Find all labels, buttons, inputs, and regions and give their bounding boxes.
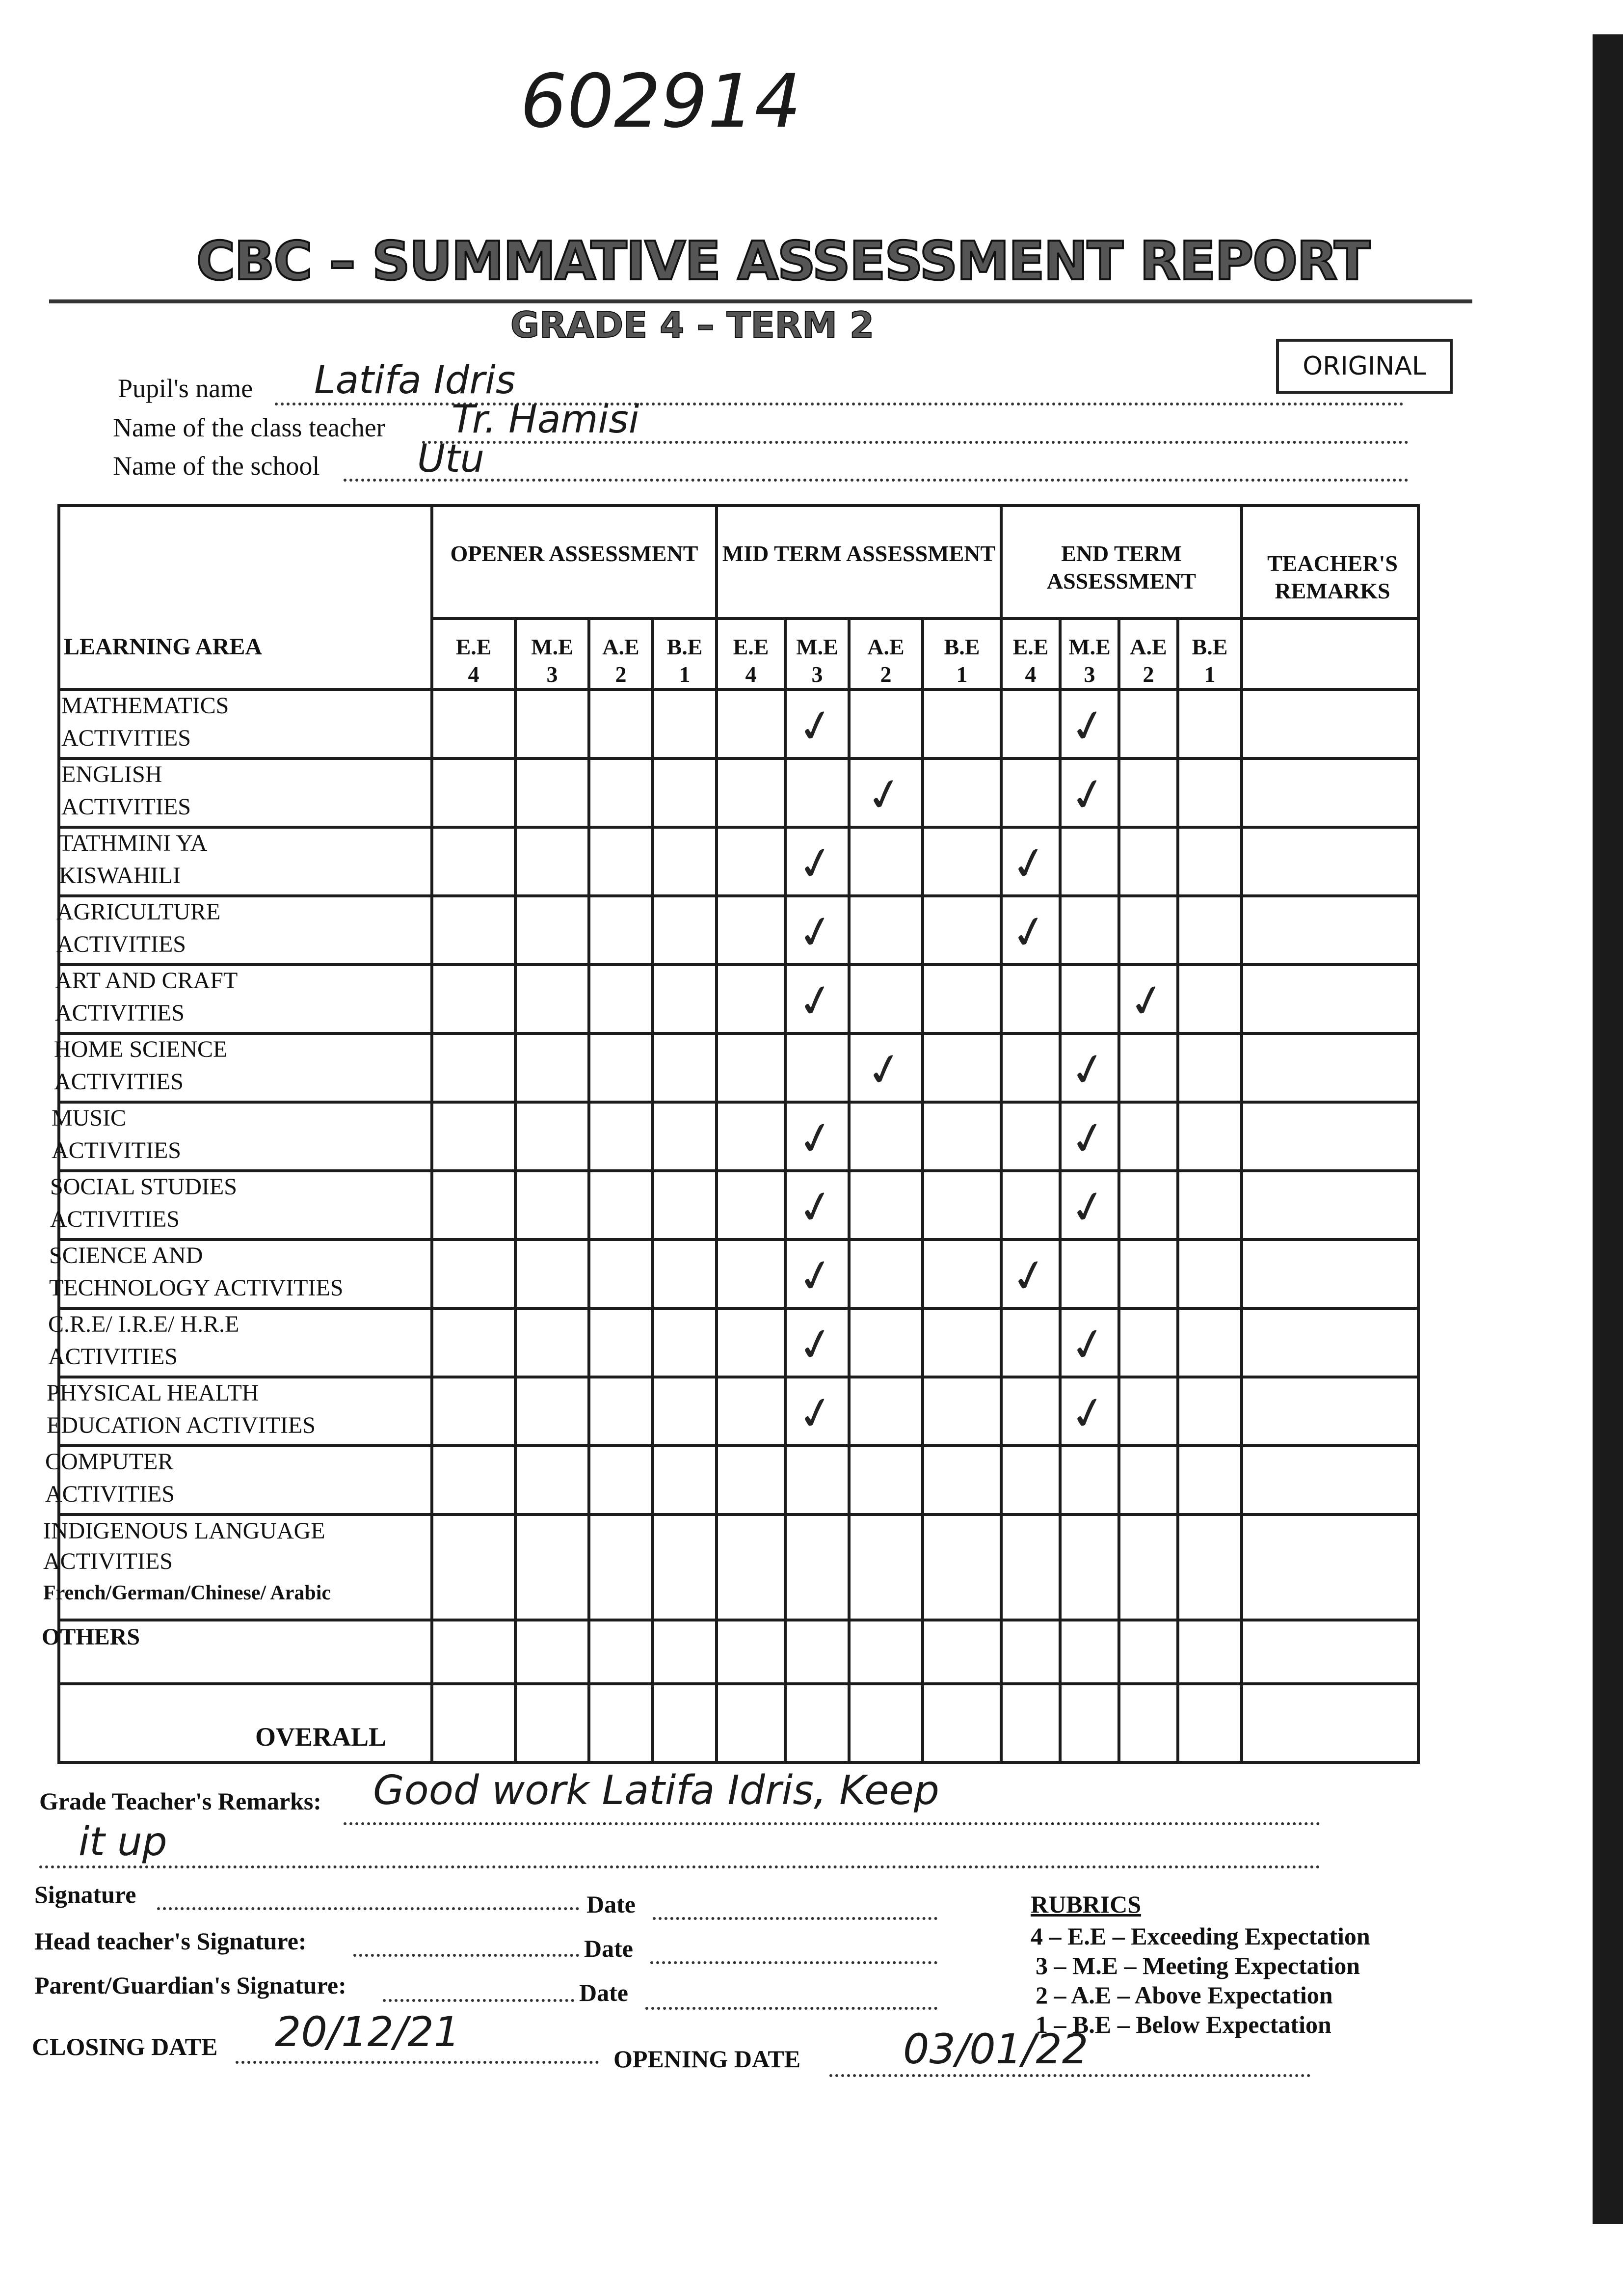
report-title: CBC – SUMMATIVE ASSESSMENT REPORT	[196, 231, 1370, 292]
row-label-music: MUSIC ACTIVITIES	[52, 1105, 181, 1163]
opener-ae-header: A.E 2	[602, 634, 639, 687]
tick-mid-row-7: ✓	[792, 1178, 840, 1237]
class-teacher-label: Name of the class teacher	[113, 413, 385, 442]
parent-date-line	[645, 2007, 937, 2010]
overall-label: OVERALL	[255, 1722, 387, 1752]
signature-line	[157, 1907, 579, 1910]
opener-ee-header: E.E 4	[455, 634, 492, 687]
opening-date-label: OPENING DATE	[613, 2045, 801, 2073]
end-ae-header: A.E 2	[1130, 634, 1167, 687]
opening-date-value: 03/01/22	[903, 2025, 1089, 2073]
tick-end-row-10: ✓	[1064, 1384, 1112, 1443]
head-teacher-signature-label: Head teacher's Signature:	[34, 1927, 307, 1955]
row-label-kiswahili: TATHMINI YA KISWAHILI	[59, 830, 208, 889]
row-label-art-and-craft: ART AND CRAFT ACTIVITIES	[55, 968, 238, 1026]
row-label-computer: COMPUTER ACTIVITIES	[45, 1449, 175, 1507]
row-label-social-studies: SOCIAL STUDIES ACTIVITIES	[50, 1174, 237, 1232]
grade-teacher-remarks-value-1: Good work Latifa Idris, Keep	[373, 1767, 939, 1814]
closing-date-label: CLOSING DATE	[32, 2033, 218, 2060]
original-stamp: ORIGINAL	[1276, 339, 1453, 394]
row-label-agriculture: AGRICULTURE ACTIVITIES	[56, 899, 221, 957]
head-teacher-date-label: Date	[584, 1935, 633, 1962]
parent-signature-line	[383, 1999, 574, 2002]
tick-end-row-9: ✓	[1064, 1316, 1112, 1374]
grade-teacher-remarks-value-2: it up	[79, 1819, 167, 1864]
pupil-name-label: Pupil's name	[118, 374, 253, 403]
end-term-assessment-header: END TERM ASSESSMENT	[1046, 541, 1197, 594]
tick-mid-row-10: ✓	[792, 1384, 840, 1443]
mid-be-header: B.E 1	[944, 634, 980, 687]
remarks-line-2	[39, 1865, 1320, 1868]
signature-date-line	[653, 1917, 937, 1920]
tick-end-row-1: ✓	[1064, 766, 1112, 824]
tick-mid-row-1: ✓	[861, 766, 908, 824]
row-label-indigenous-language: INDIGENOUS LANGUAGE ACTIVITIES French/German/Chinese/ Arabic	[43, 1518, 331, 1604]
row-label-religious-education: C.R.E/ I.R.E/ H.R.E ACTIVITIES	[48, 1311, 239, 1370]
class-teacher-value: Tr. Hamisi	[452, 398, 639, 442]
tick-mid-row-6: ✓	[792, 1109, 840, 1168]
mid-ae-header: A.E 2	[867, 634, 905, 687]
tick-end-row-6: ✓	[1064, 1109, 1112, 1168]
rubrics-title: RUBRICS	[1031, 1891, 1142, 1918]
tick-mid-row-5: ✓	[861, 1041, 908, 1099]
row-label-others: OTHERS	[42, 1624, 140, 1650]
tick-mid-row-4: ✓	[792, 972, 840, 1030]
opener-me-header: M.E 3	[531, 634, 573, 687]
head-teacher-signature-line	[353, 1954, 579, 1957]
opener-assessment-header: OPENER ASSESSMENT	[450, 541, 698, 566]
rubric-above: 2 – A.E – Above Expectation	[1036, 1981, 1333, 2009]
grade-teacher-remarks-label: Grade Teacher's Remarks:	[39, 1787, 321, 1815]
school-label: Name of the school	[113, 451, 320, 481]
learning-area-header: LEARNING AREA	[64, 634, 263, 660]
row-label-physical-health: PHYSICAL HEALTH EDUCATION ACTIVITIES	[47, 1380, 316, 1438]
parent-signature-label: Parent/Guardian's Signature:	[34, 1972, 346, 1999]
mid-me-header: M.E 3	[796, 634, 838, 687]
parent-date-label: Date	[579, 1979, 628, 2006]
tick-end-row-2: ✓	[1006, 835, 1053, 893]
signature-label: Signature	[34, 1881, 136, 1908]
tick-end-row-3: ✓	[1006, 903, 1053, 962]
tick-end-row-5: ✓	[1064, 1041, 1112, 1099]
mid-term-assessment-header: MID TERM ASSESSMENT	[722, 541, 996, 566]
rubric-exceeding: 4 – E.E – Exceeding Expectation	[1031, 1922, 1370, 1950]
remarks-line-1	[344, 1822, 1320, 1825]
rubric-below: 1 – B.E – Below Expectation	[1036, 2011, 1331, 2038]
signature-date-label: Date	[586, 1891, 636, 1918]
report-subtitle: GRADE 4 – TERM 2	[510, 304, 875, 346]
serial-number: 602914	[520, 59, 801, 144]
row-label-science-technology: SCIENCE AND TECHNOLOGY ACTIVITIES	[49, 1243, 344, 1301]
tick-end-row-7: ✓	[1064, 1178, 1112, 1237]
opening-date-line	[829, 2074, 1310, 2077]
end-me-header: M.E 3	[1068, 634, 1111, 687]
row-label-english: ENGLISH ACTIVITIES	[61, 761, 191, 820]
tick-end-row-4: ✓	[1123, 972, 1171, 1030]
tick-end-row-0: ✓	[1064, 697, 1112, 756]
closing-date-line	[236, 2061, 599, 2064]
end-be-header: B.E 1	[1192, 634, 1228, 687]
tick-mid-row-0: ✓	[792, 697, 840, 756]
tick-mid-row-8: ✓	[792, 1247, 840, 1305]
closing-date-value: 20/12/21	[275, 2008, 460, 2056]
school-value: Utu	[417, 437, 485, 481]
rubric-meeting: 3 – M.E – Meeting Expectation	[1036, 1952, 1360, 1979]
tick-mid-row-3: ✓	[792, 903, 840, 962]
teachers-remarks-header: TEACHER'S REMARKS	[1267, 551, 1398, 603]
opener-be-header: B.E 1	[666, 634, 703, 687]
end-ee-header: E.E 4	[1012, 634, 1049, 687]
row-label-mathematics: MATHEMATICS ACTIVITIES	[61, 693, 229, 751]
tick-mid-row-2: ✓	[792, 835, 840, 893]
row-label-home-science: HOME SCIENCE ACTIVITIES	[54, 1036, 228, 1095]
mid-ee-header: E.E 4	[733, 634, 769, 687]
tick-mid-row-9: ✓	[792, 1316, 840, 1374]
pupil-name-value: Latifa Idris	[314, 358, 516, 403]
head-teacher-date-line	[650, 1961, 937, 1964]
tick-end-row-8: ✓	[1006, 1247, 1053, 1305]
